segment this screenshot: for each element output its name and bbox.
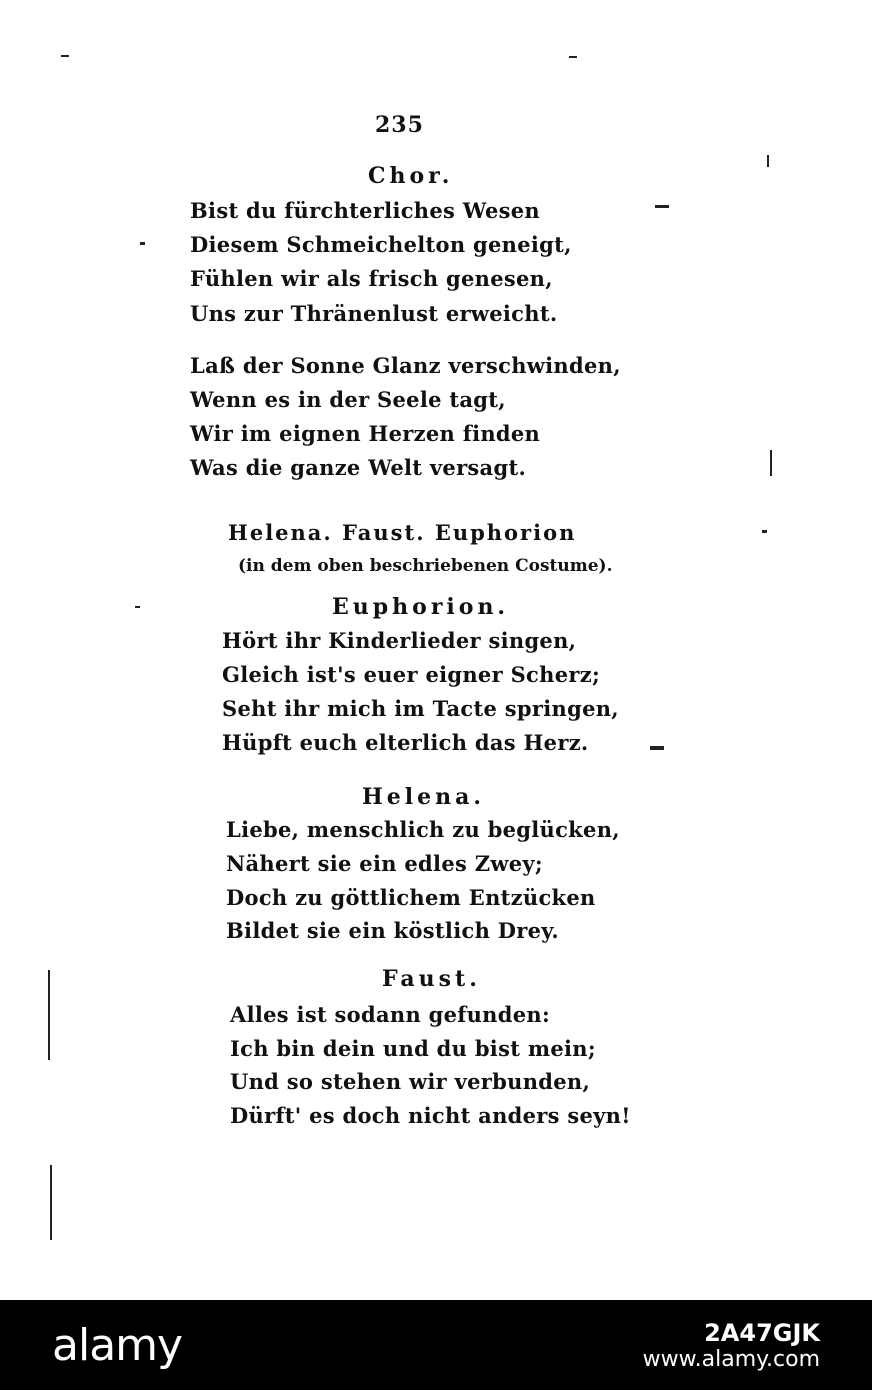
verse-line: Wenn es in der Seele tagt, xyxy=(190,387,506,412)
site-url: www.alamy.com xyxy=(642,1346,820,1372)
verse-line: Und so stehen wir verbunden, xyxy=(230,1069,591,1094)
verse-line: Hört ihr Kinderlieder singen, xyxy=(222,628,577,653)
verse-line: Alles ist sodann gefunden: xyxy=(230,1002,551,1027)
verse-line: Diesem Schmeichelton geneigt, xyxy=(190,232,572,257)
verse-line: Bildet sie ein köstlich Drey. xyxy=(226,918,559,943)
verse-line: Gleich ist's euer eigner Scherz; xyxy=(222,662,600,687)
verse-line: Seht ihr mich im Tacte springen, xyxy=(222,696,619,721)
scan-speck xyxy=(650,746,664,750)
verse-line: Bist du fürchterliches Wesen xyxy=(190,198,540,223)
watermark-footer xyxy=(0,1300,872,1390)
alamy-logo: alamy xyxy=(52,1319,183,1371)
verse-line: Dürft' es doch nicht anders seyn! xyxy=(230,1103,631,1128)
scan-speck xyxy=(48,970,50,1060)
scan-speck xyxy=(61,55,69,57)
speaker-euphorion: Euphorion. xyxy=(332,594,510,620)
scan-speck xyxy=(767,155,769,167)
scan-speck xyxy=(140,242,145,245)
scan-speck xyxy=(135,606,140,608)
speaker-faust: Faust. xyxy=(382,966,481,992)
footer-info xyxy=(643,1319,820,1372)
verse-line: Doch zu göttlichem Entzücken xyxy=(226,885,596,910)
scan-speck xyxy=(762,530,767,533)
stage-direction: (in dem oben beschriebenen Costume). xyxy=(238,556,613,576)
verse-line: Laß der Sonne Glanz verschwinden, xyxy=(190,353,621,378)
scan-speck xyxy=(50,1165,52,1240)
cast-names: Helena. Faust. Euphorion xyxy=(228,520,577,545)
page-number: 235 xyxy=(375,112,424,138)
scan-speck xyxy=(569,56,577,58)
chor-heading: Chor. xyxy=(368,163,454,189)
verse-line: Uns zur Thränenlust erweicht. xyxy=(190,301,558,326)
verse-line: Liebe, menschlich zu beglücken, xyxy=(226,817,620,842)
verse-line: Wir im eignen Herzen finden xyxy=(190,421,541,446)
image-id: 2A47GJK xyxy=(704,1318,820,1347)
verse-line: Nähert sie ein edles Zwey; xyxy=(226,851,543,876)
verse-line: Was die ganze Welt versagt. xyxy=(190,455,527,480)
scan-speck xyxy=(655,205,669,208)
verse-line: Hüpft euch elterlich das Herz. xyxy=(222,730,589,755)
verse-line: Ich bin dein und du bist mein; xyxy=(230,1036,596,1061)
speaker-helena: Helena. xyxy=(362,784,486,810)
verse-line: Fühlen wir als frisch genesen, xyxy=(190,266,553,291)
scan-speck xyxy=(770,450,772,476)
